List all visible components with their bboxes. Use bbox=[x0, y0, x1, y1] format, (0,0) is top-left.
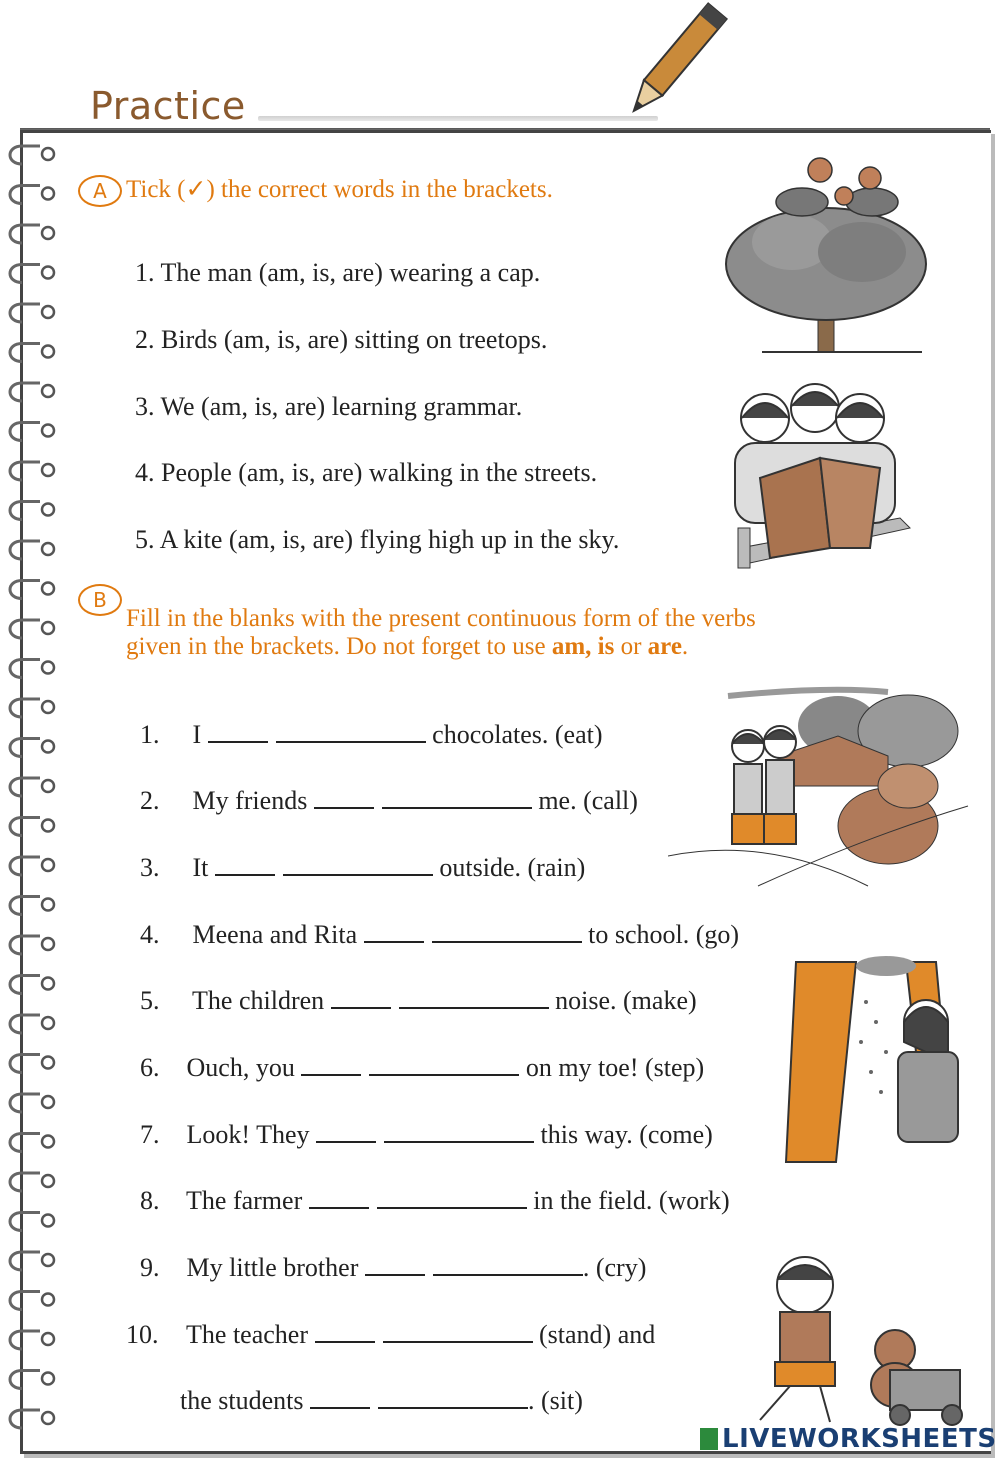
spiral-ring bbox=[10, 1331, 54, 1349]
verb-blank[interactable] bbox=[433, 1254, 583, 1276]
a-question-3 bbox=[135, 392, 522, 422]
b-question-lead: My friends bbox=[192, 786, 308, 815]
b-question-lead: The teacher bbox=[186, 1320, 308, 1349]
helping-verb-blank[interactable] bbox=[331, 987, 391, 1009]
instruction-text: or bbox=[614, 633, 648, 660]
spiral-ring bbox=[10, 699, 54, 717]
instruction-text: . bbox=[681, 633, 689, 660]
b-question-7 bbox=[140, 1120, 713, 1150]
spiral-ring bbox=[10, 423, 54, 441]
spiral-binding bbox=[0, 140, 66, 1450]
spiral-ring bbox=[10, 976, 54, 994]
verb-blank[interactable] bbox=[432, 921, 582, 943]
girls-walking-to-school-illustration bbox=[668, 686, 978, 896]
b-question-lead: Look! They bbox=[186, 1120, 310, 1149]
b-question-tail: . (sit) bbox=[528, 1386, 583, 1415]
spiral-ring bbox=[10, 1094, 54, 1112]
b-question-tail: to school. (go) bbox=[588, 920, 740, 949]
verb-blank[interactable] bbox=[384, 1121, 534, 1143]
a-question-text: The man (am, is, are) wearing a cap. bbox=[160, 258, 541, 287]
title-underline bbox=[258, 116, 658, 121]
spiral-ring bbox=[10, 660, 54, 678]
spiral-ring bbox=[10, 1213, 54, 1231]
girl-watching-rain-illustration bbox=[776, 952, 972, 1177]
spiral-ring bbox=[10, 462, 54, 480]
spiral-ring bbox=[10, 1292, 54, 1310]
b-question-tail: . (cry) bbox=[582, 1253, 647, 1282]
helping-verb-blank[interactable] bbox=[314, 787, 374, 809]
helping-verb-blank[interactable] bbox=[309, 1187, 369, 1209]
logo-text: LIVEWORKSHEETS bbox=[722, 1424, 997, 1454]
a-question-1 bbox=[135, 258, 540, 288]
spiral-ring bbox=[10, 225, 54, 243]
b-question-lead: Meena and Rita bbox=[192, 920, 358, 949]
birds-on-tree-illustration bbox=[722, 152, 930, 367]
a-question-text: A kite (am, is, are) flying high up in the sky. bbox=[159, 525, 620, 554]
spiral-ring bbox=[10, 581, 54, 599]
b-question-lead: It bbox=[192, 853, 209, 882]
b-question-number: 3. bbox=[140, 853, 160, 882]
page-title: Practice bbox=[90, 84, 246, 128]
b-question-number: 9. bbox=[140, 1253, 160, 1282]
crying-boy-illustration bbox=[720, 1250, 968, 1430]
b-question-8 bbox=[140, 1186, 730, 1216]
a-question-number: 5. bbox=[135, 525, 155, 554]
b-question-tail: noise. (make) bbox=[555, 986, 697, 1015]
verb-blank[interactable] bbox=[378, 1387, 528, 1409]
spiral-ring bbox=[10, 620, 54, 638]
spiral-ring bbox=[10, 304, 54, 322]
b-question-5 bbox=[140, 986, 697, 1016]
spiral-ring bbox=[10, 897, 54, 915]
spiral-ring bbox=[10, 778, 54, 796]
verb-blank[interactable] bbox=[369, 1054, 519, 1076]
b-question-lead: I bbox=[192, 720, 202, 749]
a-question-text: Birds (am, is, are) sitting on treetops. bbox=[161, 325, 548, 354]
helping-verb-blank[interactable] bbox=[310, 1387, 370, 1409]
a-question-number: 3. bbox=[135, 392, 155, 421]
b-question-10 bbox=[126, 1320, 655, 1350]
spiral-ring bbox=[10, 1015, 54, 1033]
b-question-2 bbox=[140, 786, 638, 816]
a-question-5 bbox=[135, 525, 619, 555]
verb-blank[interactable] bbox=[382, 787, 532, 809]
students-reading-illustration bbox=[720, 378, 912, 573]
spiral-ring bbox=[10, 502, 54, 520]
verb-blank[interactable] bbox=[383, 1321, 533, 1343]
verb-blank[interactable] bbox=[399, 987, 549, 1009]
b-question-number: 2. bbox=[140, 786, 160, 815]
b-question-lead: My little brother bbox=[186, 1253, 359, 1282]
verb-blank[interactable] bbox=[283, 854, 433, 876]
helping-verb-blank[interactable] bbox=[364, 921, 424, 943]
spiral-ring bbox=[10, 383, 54, 401]
section-b-instruction-line2 bbox=[126, 633, 756, 661]
spiral-ring bbox=[10, 1134, 54, 1152]
spiral-ring bbox=[10, 1410, 54, 1428]
b-question-number: 4. bbox=[140, 920, 160, 949]
b-question-lead: the students bbox=[180, 1386, 304, 1415]
a-question-text: We (am, is, are) learning grammar. bbox=[160, 392, 523, 421]
instruction-text: given in the brackets. Do not forget to use bbox=[126, 633, 552, 660]
helping-verb-blank[interactable] bbox=[215, 854, 275, 876]
helping-verb-blank[interactable] bbox=[365, 1254, 425, 1276]
liveworksheets-logo bbox=[700, 1424, 997, 1454]
b-question-6 bbox=[140, 1053, 704, 1083]
spiral-ring bbox=[10, 739, 54, 757]
spiral-ring bbox=[10, 1371, 54, 1389]
b-question-number: 8. bbox=[140, 1186, 160, 1215]
b-question-number: 1. bbox=[140, 720, 160, 749]
a-question-number: 4. bbox=[135, 458, 155, 487]
b-question-10-continuation bbox=[180, 1386, 583, 1416]
b-question-tail: (stand) and bbox=[539, 1320, 656, 1349]
b-question-lead: Ouch, you bbox=[186, 1053, 295, 1082]
a-question-number: 1. bbox=[135, 258, 155, 287]
spiral-ring bbox=[10, 344, 54, 362]
section-b-instruction bbox=[126, 605, 756, 661]
section-b-instruction-line1: Fill in the blanks with the present continuous form of the verbs bbox=[126, 605, 756, 632]
helping-verb-blank[interactable] bbox=[316, 1121, 376, 1143]
spiral-ring bbox=[10, 186, 54, 204]
helping-verb-blank[interactable] bbox=[208, 721, 268, 743]
b-question-4 bbox=[140, 920, 739, 950]
spiral-ring bbox=[10, 1173, 54, 1191]
b-question-1 bbox=[140, 720, 603, 750]
b-question-tail: outside. (rain) bbox=[439, 853, 586, 882]
helping-verb-blank[interactable] bbox=[315, 1321, 375, 1343]
helping-verb-blank[interactable] bbox=[301, 1054, 361, 1076]
a-question-number: 2. bbox=[135, 325, 155, 354]
spiral-ring bbox=[10, 936, 54, 954]
b-question-number: 7. bbox=[140, 1120, 160, 1149]
b-question-lead: The children bbox=[192, 986, 325, 1015]
b-question-3 bbox=[140, 853, 585, 883]
spiral-ring bbox=[10, 818, 54, 836]
b-question-number: 5. bbox=[140, 986, 160, 1015]
b-question-tail: this way. (come) bbox=[540, 1120, 713, 1149]
a-question-4 bbox=[135, 458, 597, 488]
section-a-instruction: Tick (✓) the correct words in the brackets. bbox=[126, 176, 553, 203]
b-question-lead: The farmer bbox=[186, 1186, 303, 1215]
b-question-tail: in the field. (work) bbox=[533, 1186, 730, 1215]
b-question-number: 10. bbox=[126, 1320, 159, 1349]
verb-blank[interactable] bbox=[377, 1187, 527, 1209]
instruction-bold-am-is: am, is bbox=[551, 633, 615, 660]
pencil-icon bbox=[606, 0, 736, 130]
instruction-bold-are: are bbox=[647, 633, 682, 660]
section-a-marker: A bbox=[78, 175, 122, 207]
section-b-marker: B bbox=[78, 584, 122, 616]
a-question-text: People (am, is, are) walking in the streets. bbox=[161, 458, 598, 487]
b-question-tail: chocolates. (eat) bbox=[432, 720, 603, 749]
spiral-ring bbox=[10, 541, 54, 559]
b-question-9 bbox=[140, 1253, 646, 1283]
logo-icon bbox=[700, 1428, 718, 1450]
spiral-ring bbox=[10, 1055, 54, 1073]
spiral-ring bbox=[10, 265, 54, 283]
a-question-2 bbox=[135, 325, 547, 355]
b-question-number: 6. bbox=[140, 1053, 160, 1082]
spiral-ring bbox=[10, 1252, 54, 1270]
b-question-tail: me. (call) bbox=[538, 786, 638, 815]
verb-blank[interactable] bbox=[276, 721, 426, 743]
spiral-ring bbox=[10, 146, 54, 164]
spiral-ring bbox=[10, 857, 54, 875]
b-question-tail: on my toe! (step) bbox=[525, 1053, 705, 1082]
